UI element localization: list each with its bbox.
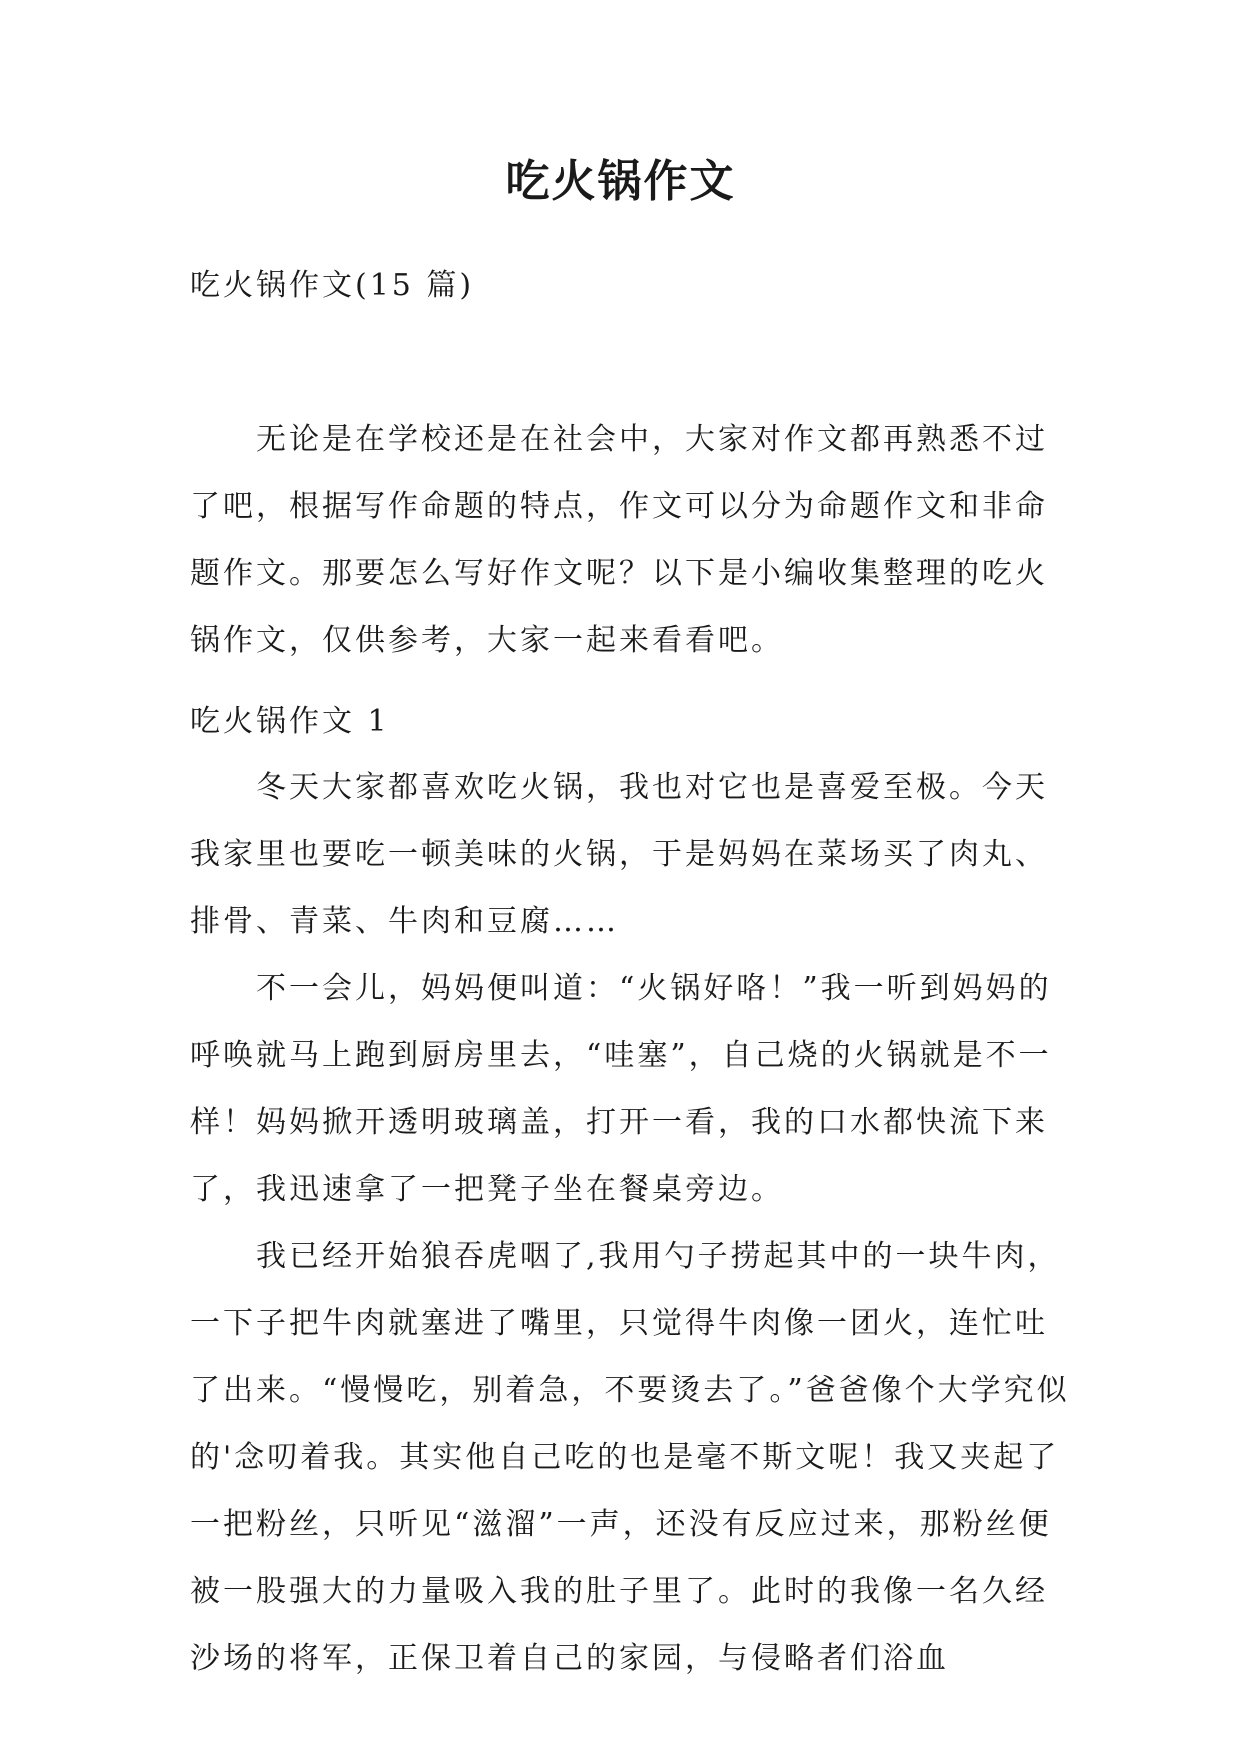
intro-paragraph: 无论是在学校还是在社会中，大家对作文都再熟悉不过了吧，根据写作命题的特点，作文可以分为命题作文和非命题作文。那要怎么写好作文呢？以下是小编收集整理的吃火锅作文，仅供参考，大家一起来看看吧。 [190, 422, 1048, 658]
section-heading: 吃火锅作文 1 [190, 704, 390, 739]
body-paragraph-1: 冬天大家都喜欢吃火锅，我也对它也是喜爱至极。今天我家里也要吃一顿美味的火锅，于是妈妈在菜场买了肉丸、排骨、青菜、牛肉和豆腐…… [190, 770, 1048, 939]
section-body [190, 754, 1070, 1692]
body-paragraph-2: 不一会儿，妈妈便叫道：“火锅好咯！”我一听到妈妈的呼唤就马上跑到厨房里去，“哇塞”，自己烧的火锅就是不一样！妈妈掀开透明玻璃盖，打开一看，我的口水都快流下来了，我迅速拿了一把凳子坐在餐桌旁边。 [190, 971, 1052, 1207]
document-subtitle: 吃火锅作文(15 篇) [190, 268, 475, 303]
body-paragraph-3: 我已经开始狼吞虎咽了,我用勺子捞起其中的一块牛肉，一下子把牛肉就塞进了嘴里，只觉得牛肉像一团火，连忙吐了出来。“慢慢吃，别着急，不要烫去了。”爸爸像个大学究似的'念叨着我。其实他自己吃的也是毫不斯文呢！我又夹起了一把粉丝，只听见“滋溜”一声，还没有反应过来，那粉丝便被一股强大的力量吸入我的肚子里了。此时的我像一名久经沙场的将军，正保卫着自己的家园，与侵略者们浴血 [190, 1239, 1070, 1676]
document-title: 吃火锅作文 [505, 156, 736, 207]
intro-section [190, 406, 1070, 674]
